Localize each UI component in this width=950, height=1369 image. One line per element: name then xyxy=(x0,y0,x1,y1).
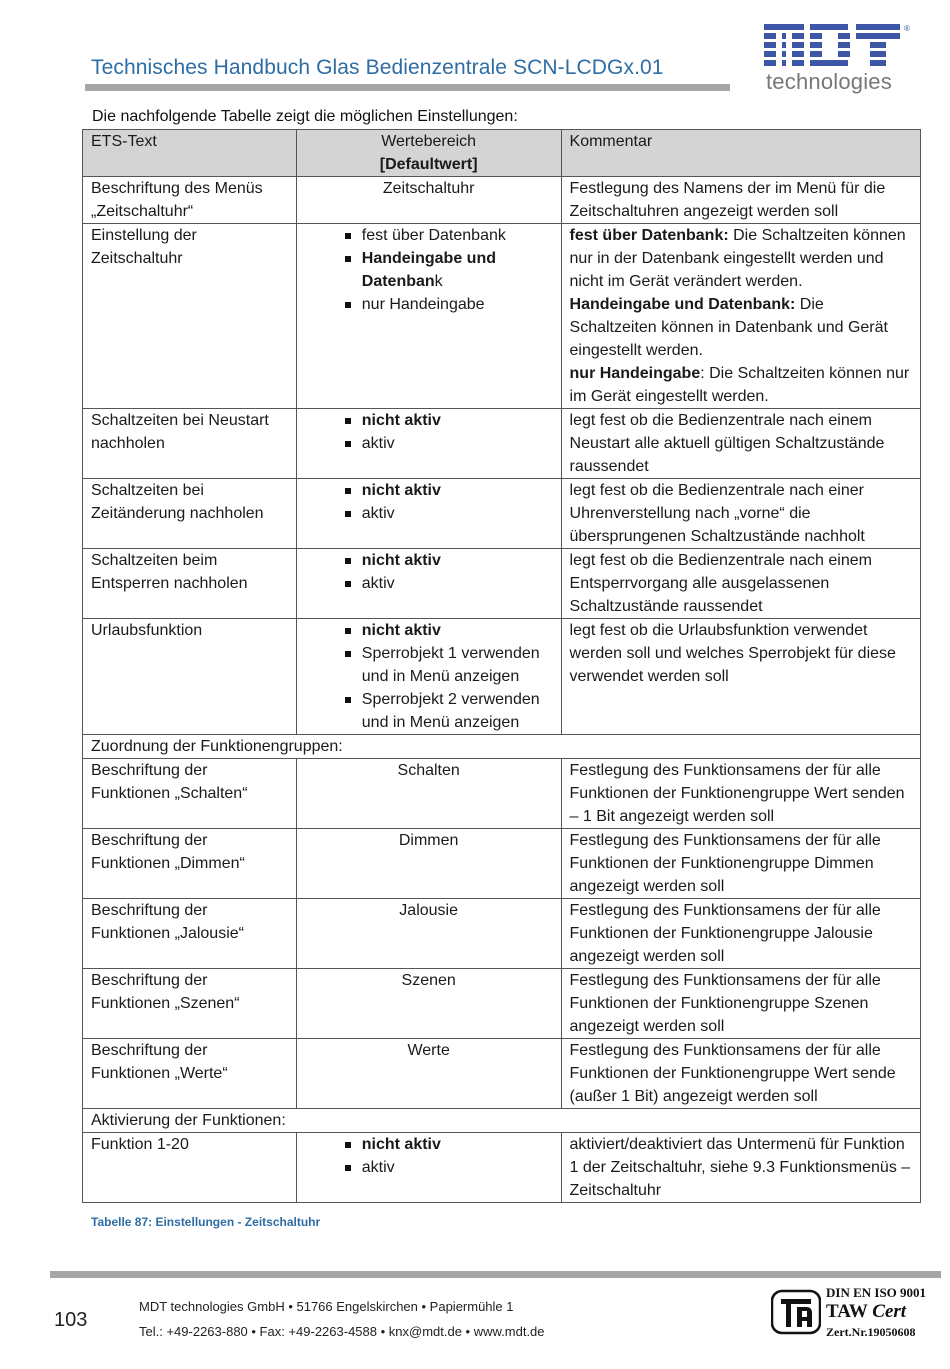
group-header-row xyxy=(83,735,921,759)
cell-comment: Festlegung des Funktionsamens der für alle Funktionen der Funktionengruppe Dimmen angezeigt werden soll xyxy=(561,829,920,899)
table-row xyxy=(83,619,921,735)
cell-comment: Festlegung des Funktionsamens der für alle Funktionen der Funktionengruppe Jalousie angezeigt werden soll xyxy=(561,899,920,969)
cell-value: Zeitschaltuhr xyxy=(296,177,561,224)
table-row xyxy=(83,1133,921,1203)
option-item: aktiv xyxy=(345,502,553,525)
cell-value: Szenen xyxy=(296,969,561,1039)
cert-number: Zert.Nr.19050608 xyxy=(826,1325,916,1339)
option-item-default: nicht aktiv xyxy=(345,409,553,432)
option-item-default: nicht aktiv xyxy=(345,479,553,502)
cell-ets: Einstellung der Zeitschaltuhr xyxy=(83,224,297,409)
cell-options xyxy=(296,1133,561,1203)
cell-options xyxy=(296,409,561,479)
company-contact: Tel.: +49-2263-880 • Fax: +49-2263-4588 • knx@mdt.de • www.mdt.de xyxy=(139,1324,545,1339)
table-row xyxy=(83,549,921,619)
cell-ets: Funktion 1-20 xyxy=(83,1133,297,1203)
table-row xyxy=(83,1039,921,1109)
cell-options xyxy=(296,619,561,735)
comment-paragraph: fest über Datenbank: Die Schaltzeiten können nur in der Datenbank eingestellt werden und nicht im Gerät verändert werden. xyxy=(569,227,906,290)
option-item: nur Handeingabe xyxy=(345,293,553,316)
table-header-row xyxy=(83,130,921,177)
table-row xyxy=(83,177,921,224)
cell-ets: Schaltzeiten bei Neustart nachholen xyxy=(83,409,297,479)
option-item: aktiv xyxy=(345,1156,553,1179)
option-item: Sperrobjekt 2 verwenden und in Menü anzeigen xyxy=(345,688,553,734)
table-row xyxy=(83,969,921,1039)
option-item: aktiv xyxy=(345,572,553,595)
header-value-range xyxy=(296,130,561,177)
group-title: Aktivierung der Funktionen: xyxy=(83,1109,921,1133)
cell-ets: Beschriftung des Menüs „Zeitschaltuhr“ xyxy=(83,177,297,224)
cell-value: Dimmen xyxy=(296,829,561,899)
cell-comment: Festlegung des Funktionsamens der für alle Funktionen der Funktionengruppe Szenen angezeigt werden soll xyxy=(561,969,920,1039)
header-comment: Kommentar xyxy=(561,130,920,177)
header-default-label: [Defaultwert] xyxy=(379,156,478,173)
table-caption: Tabelle 87: Einstellungen - Zeitschaltuhr xyxy=(91,1215,321,1229)
cell-ets: Beschriftung der Funktionen „Jalousie“ xyxy=(83,899,297,969)
cell-comment: Festlegung des Funktionsamens der für alle Funktionen der Funktionengruppe Wert senden – 1 Bit angezeigt werden soll xyxy=(561,759,920,829)
cell-options xyxy=(296,549,561,619)
mdt-logo xyxy=(764,22,914,94)
page-number: 103 xyxy=(54,1309,88,1331)
cell-comment: aktiviert/deaktiviert das Untermenü für Funktion 1 der Zeitschaltuhr, siehe 9.3 Funktionsmenüs – Zeitschaltuhr xyxy=(561,1133,920,1203)
table-row xyxy=(83,759,921,829)
company-address: MDT technologies GmbH • 51766 Engelskirchen • Papiermühle 1 xyxy=(139,1299,514,1314)
table-row xyxy=(83,409,921,479)
cell-comment: legt fest ob die Bedienzentrale nach einem Neustart alle aktuell gültigen Schaltzustände raussendet xyxy=(561,409,920,479)
option-item: fest über Datenbank xyxy=(345,224,553,247)
document-title: Technisches Handbuch Glas Bedienzentrale SCN-LCDGx.01 xyxy=(91,56,664,79)
table-row xyxy=(83,224,921,409)
option-item-default: nicht aktiv xyxy=(345,549,553,572)
header-ets-text: ETS-Text xyxy=(83,130,297,177)
cell-options xyxy=(296,479,561,549)
header-range-label: Wertebereich xyxy=(381,133,477,150)
cell-options xyxy=(296,224,561,409)
cell-value: Jalousie xyxy=(296,899,561,969)
table-row xyxy=(83,479,921,549)
cell-value: Werte xyxy=(296,1039,561,1109)
cert-name: TAW Cert xyxy=(826,1301,907,1322)
comment-paragraph: Handeingabe und Datenbank: Die Schaltzeiten können in Datenbank und Gerät eingestellt werden. xyxy=(569,296,888,359)
group-title: Zuordnung der Funktionengruppen: xyxy=(83,735,921,759)
cell-ets: Beschriftung der Funktionen „Szenen“ xyxy=(83,969,297,1039)
cell-comment: Festlegung des Namens der im Menü für die Zeitschaltuhren angezeigt werden soll xyxy=(561,177,920,224)
option-item: aktiv xyxy=(345,432,553,455)
settings-table xyxy=(82,129,921,1203)
cert-standard: DIN EN ISO 9001 xyxy=(826,1285,927,1300)
cell-ets: Beschriftung der Funktionen „Dimmen“ xyxy=(83,829,297,899)
option-item-default: nicht aktiv xyxy=(345,619,553,642)
comment-paragraph: nur Handeingabe: Die Schaltzeiten können nur im Gerät eingestellt werden. xyxy=(569,365,910,405)
cell-comment: Festlegung des Funktionsamens der für alle Funktionen der Funktionengruppe Wert sende (außer 1 Bit) angezeigt werden soll xyxy=(561,1039,920,1109)
cell-ets: Schaltzeiten bei Zeitänderung nachholen xyxy=(83,479,297,549)
option-item: Handeingabe und Datenbank xyxy=(345,247,553,293)
cell-ets: Beschriftung der Funktionen „Schalten“ xyxy=(83,759,297,829)
table-row xyxy=(83,899,921,969)
table-row xyxy=(83,829,921,899)
cell-comment: legt fest ob die Bedienzentrale nach einem Entsperrvorgang alle ausgelassenen Schaltzustände raussendet xyxy=(561,549,920,619)
cell-value: Schalten xyxy=(296,759,561,829)
option-item: Sperrobjekt 1 verwenden und in Menü anzeigen xyxy=(345,642,553,688)
taw-cert-logo-icon xyxy=(771,1287,821,1337)
cell-comment xyxy=(561,224,920,409)
registered-mark: ® xyxy=(904,24,910,33)
cell-comment: legt fest ob die Urlaubsfunktion verwendet werden soll und welches Sperrobjekt für diese verwendet werden soll xyxy=(561,619,920,735)
footer-divider xyxy=(50,1271,941,1278)
option-item-default: nicht aktiv xyxy=(345,1133,553,1156)
mdt-logo-mark-icon xyxy=(764,22,900,68)
header-divider xyxy=(85,84,730,91)
logo-subtitle: technologies xyxy=(766,69,892,94)
cell-ets: Beschriftung der Funktionen „Werte“ xyxy=(83,1039,297,1109)
cell-ets: Urlaubsfunktion xyxy=(83,619,297,735)
cell-ets: Schaltzeiten beim Entsperren nachholen xyxy=(83,549,297,619)
cell-comment: legt fest ob die Bedienzentrale nach einer Uhrenverstellung nach „vorne“ die übersprungenen Schaltzustände nachholt xyxy=(561,479,920,549)
group-header-row xyxy=(83,1109,921,1133)
intro-text: Die nachfolgende Tabelle zeigt die möglichen Einstellungen: xyxy=(92,108,518,125)
